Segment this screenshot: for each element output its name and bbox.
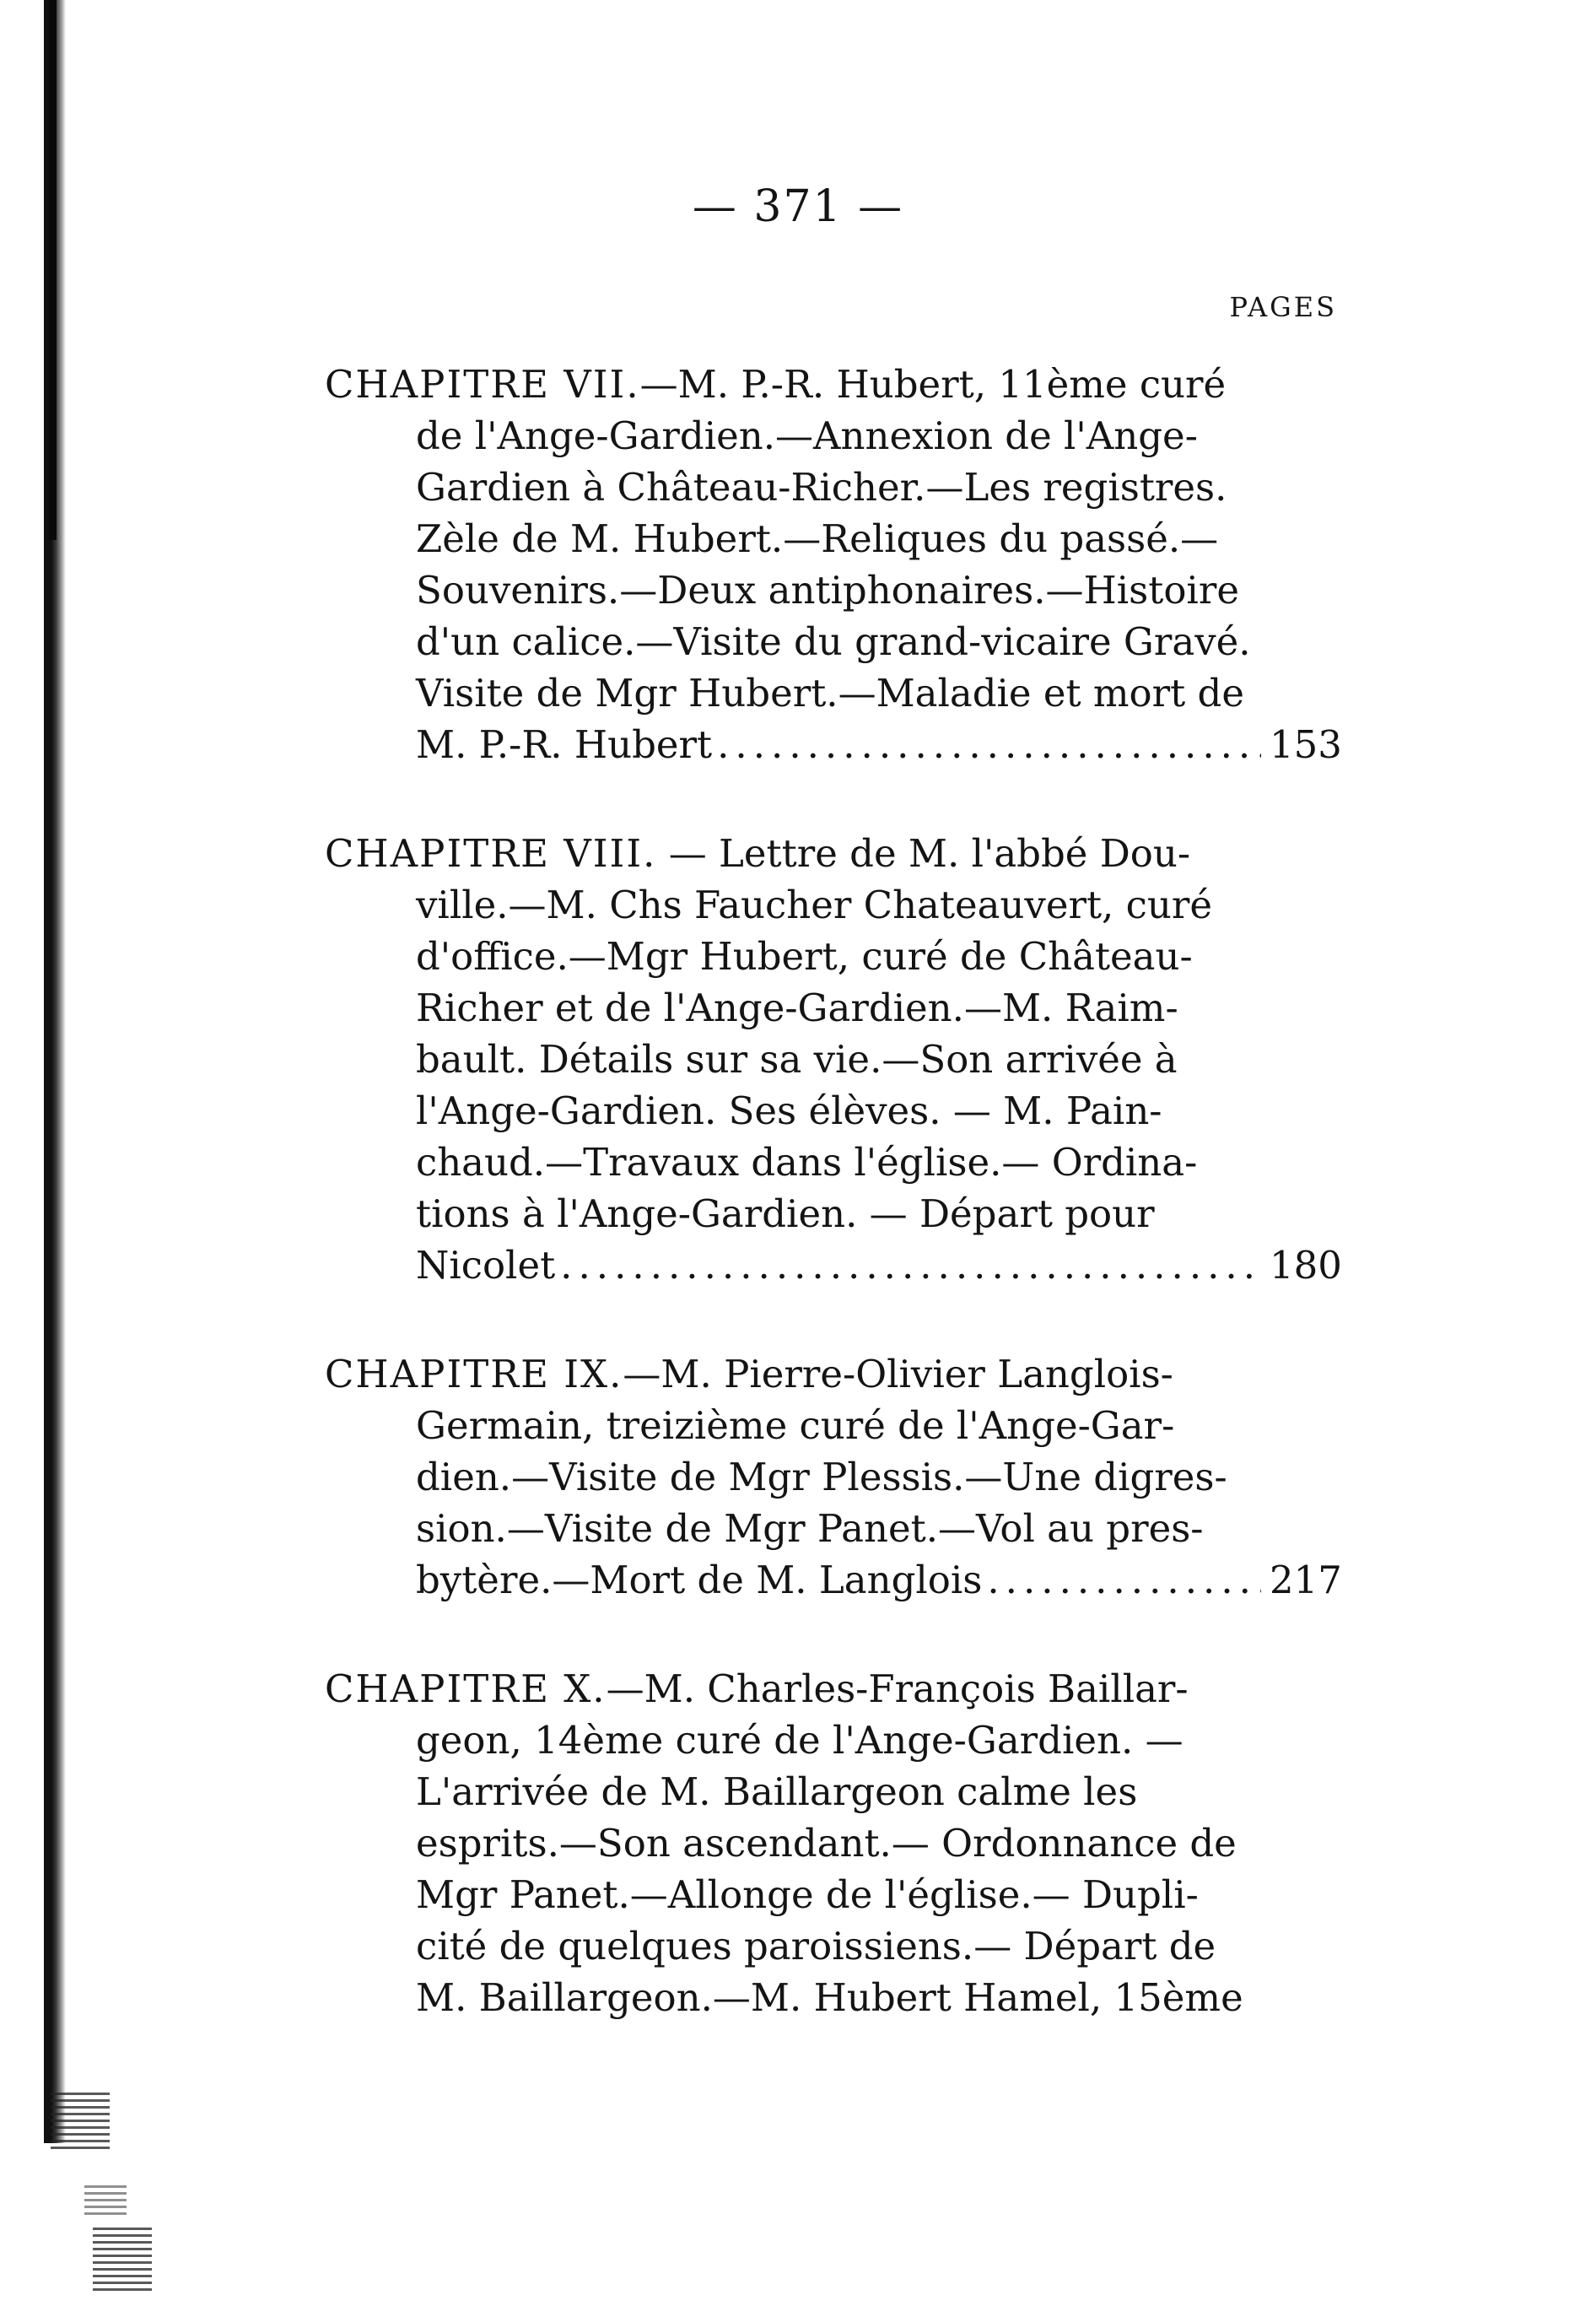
dot-leader [717, 719, 1261, 770]
toc-entry-text [325, 1663, 1261, 2023]
toc-line: chaud.—Travaux dans l'église.— Ordina- [416, 1140, 1198, 1185]
toc-line [325, 359, 1261, 410]
toc-line-text: bytère.—Mort de M. Langlois [416, 1558, 983, 1602]
toc-line: M. Baillargeon.—M. Hubert Hamel, 15ème [416, 1975, 1243, 2020]
scan-speckle [93, 2228, 152, 2295]
toc-line: Richer et de l'Ange-Gardien.—M. Raim- [416, 986, 1178, 1030]
scan-speckle [51, 2093, 110, 2152]
toc-line: L'arrivée de M. Baillargeon calme les [416, 1769, 1138, 1814]
toc-entry-chapitre-ix [325, 1348, 1342, 1606]
toc-line: Mgr Panet.—Allonge de l'église.— Dupli- [416, 1872, 1199, 1917]
toc-line-with-leader [325, 719, 1261, 770]
toc-line-text: —M. P.-R. Hubert, 11ème curé [639, 362, 1227, 407]
toc-entry-text [325, 1348, 1261, 1606]
page-reference: 180 [1270, 1243, 1342, 1288]
toc-entry-chapitre-viii [325, 828, 1342, 1291]
toc-line-text: —M. Pierre-Olivier Langlois- [623, 1352, 1173, 1396]
toc-line: tions à l'Ange-Gardien. — Départ pour [416, 1191, 1155, 1236]
dot-leader [560, 1239, 1261, 1291]
toc-line: Visite de Mgr Hubert.—Maladie et mort de [416, 671, 1244, 716]
toc-line [325, 828, 1261, 879]
toc-line: Zèle de M. Hubert.—Reliques du passé.— [416, 516, 1219, 561]
toc-line: Souvenirs.—Deux antiphonaires.—Histoire [416, 568, 1239, 613]
binding-edge-dark [49, 0, 57, 540]
toc-line-with-leader [325, 1554, 1261, 1606]
page-reference: 153 [1270, 722, 1342, 767]
dot-leader [987, 1554, 1261, 1606]
table-of-contents [325, 359, 1342, 2081]
toc-line [325, 1348, 1261, 1400]
toc-line-with-leader [325, 1239, 1261, 1291]
chapter-heading: CHAPITRE X. [325, 1666, 607, 1711]
toc-line: d'un calice.—Visite du grand-vicaire Gravé. [416, 619, 1251, 664]
toc-line: d'office.—Mgr Hubert, curé de Château- [416, 934, 1193, 979]
toc-line-text: —M. Charles-François Baillar- [606, 1666, 1189, 1711]
page-reference: 217 [1270, 1558, 1342, 1602]
toc-line: Germain, treizième curé de l'Ange-Gar- [416, 1403, 1175, 1448]
chapter-heading: CHAPITRE VII. [325, 362, 640, 407]
pages-column-label: PAGES [1229, 291, 1337, 323]
toc-line-text: — Lettre de M. l'abbé Dou- [656, 831, 1191, 876]
toc-line: geon, 14ème curé de l'Ange-Gardien. — [416, 1718, 1184, 1763]
toc-line: l'Ange-Gardien. Ses élèves. — M. Pain- [416, 1088, 1162, 1133]
toc-entry-chapitre-vii [325, 359, 1342, 770]
toc-entry-chapitre-x [325, 1663, 1337, 2023]
toc-line: ville.—M. Chs Faucher Chateauvert, curé [416, 883, 1212, 927]
page-number: — 371 — [692, 181, 904, 232]
scan-speckle [84, 2185, 127, 2219]
toc-line: Gardien à Château-Richer.—Les registres. [416, 465, 1227, 510]
toc-line: esprits.—Son ascendant.— Ordonnance de [416, 1821, 1237, 1866]
toc-line [325, 1663, 1261, 1715]
toc-line: bault. Détails sur sa vie.—Son arrivée à [416, 1037, 1178, 1082]
chapter-heading: CHAPITRE VIII. [325, 831, 657, 876]
toc-line: cité de quelques paroissiens.— Départ de [416, 1924, 1216, 1968]
toc-entry-text [325, 359, 1261, 770]
toc-line: de l'Ange-Gardien.—Annexion de l'Ange- [416, 413, 1198, 458]
toc-entry-text [325, 828, 1261, 1291]
chapter-heading: CHAPITRE IX. [325, 1352, 623, 1396]
toc-line: sion.—Visite de Mgr Panet.—Vol au pres- [416, 1506, 1204, 1551]
toc-line: dien.—Visite de Mgr Plessis.—Une digres- [416, 1455, 1227, 1499]
toc-line-text: Nicolet [416, 1243, 556, 1288]
toc-line-text: M. P.-R. Hubert [416, 722, 713, 767]
